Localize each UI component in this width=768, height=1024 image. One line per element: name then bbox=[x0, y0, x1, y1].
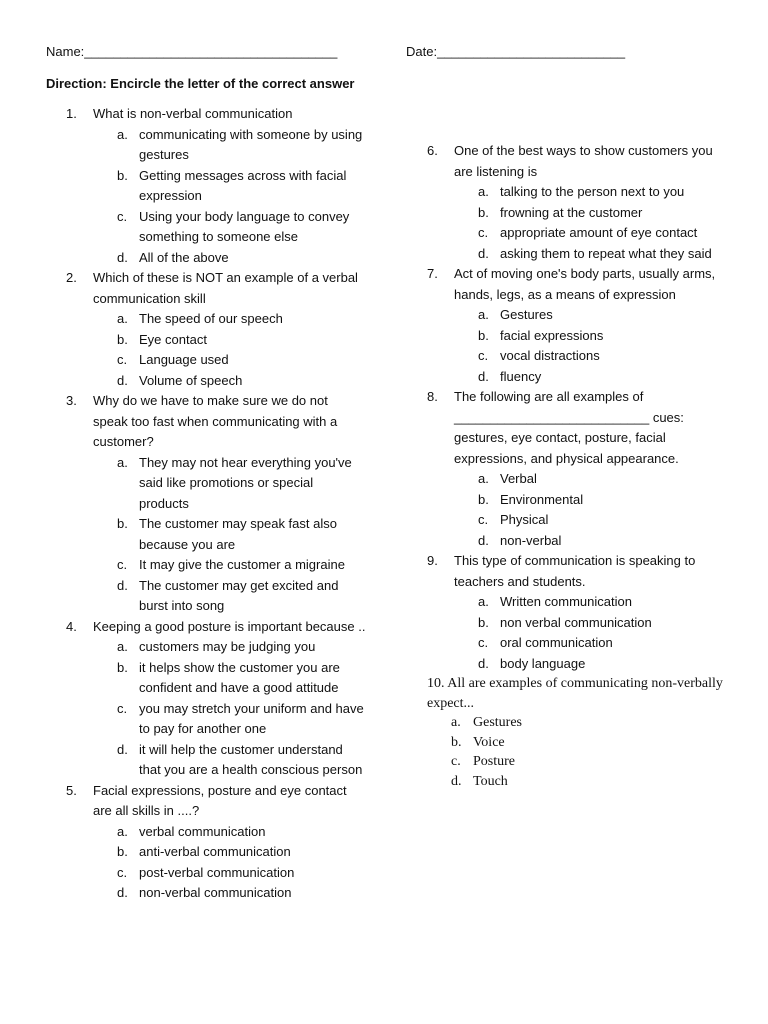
option-letter: b. bbox=[451, 734, 462, 750]
option-a[interactable] bbox=[93, 309, 366, 330]
question-number: 9. bbox=[427, 553, 438, 568]
option-text: Posture bbox=[473, 754, 515, 769]
question-text: All are examples of communicating non-verbally expect... bbox=[427, 676, 723, 711]
option-letter: a. bbox=[451, 715, 461, 730]
option-letter: c. bbox=[451, 754, 461, 769]
question-3 bbox=[66, 391, 366, 617]
options-list bbox=[93, 125, 366, 269]
option-c[interactable] bbox=[427, 752, 727, 772]
option-c[interactable] bbox=[93, 207, 366, 248]
option-text: communicating with someone by using gestures bbox=[139, 126, 363, 162]
option-letter: a. bbox=[478, 594, 489, 609]
question-number: 10. bbox=[427, 676, 445, 691]
option-text: appropriate amount of eye contact bbox=[500, 225, 698, 240]
option-letter: d. bbox=[117, 372, 128, 388]
option-letter: a. bbox=[117, 126, 128, 142]
option-c[interactable] bbox=[454, 633, 727, 654]
option-letter: c. bbox=[478, 512, 489, 527]
right-question-column bbox=[427, 141, 727, 791]
question-number: 5. bbox=[66, 782, 77, 798]
option-letter: a. bbox=[478, 184, 489, 199]
question-text: Why do we have to make sure we do not speak too fast when communicating with a customer? bbox=[93, 393, 338, 449]
option-text: customers may be judging you bbox=[139, 639, 316, 654]
option-d[interactable] bbox=[454, 531, 727, 552]
option-text: Verbal bbox=[500, 471, 537, 486]
question-text: Facial expressions, posture and eye contact are all skills in ....? bbox=[93, 782, 347, 818]
question-number: 4. bbox=[66, 618, 77, 634]
option-text: it will help the customer understand that you are a health conscious person bbox=[139, 741, 363, 777]
left-question-column bbox=[66, 104, 366, 904]
option-c[interactable] bbox=[93, 555, 366, 576]
option-text: All of the above bbox=[139, 249, 229, 265]
option-b[interactable] bbox=[454, 613, 727, 634]
option-letter: c. bbox=[117, 864, 128, 880]
options-list bbox=[93, 309, 366, 391]
option-d[interactable] bbox=[454, 244, 727, 265]
option-c[interactable] bbox=[93, 863, 366, 884]
option-a[interactable] bbox=[454, 469, 727, 490]
date-field-label: Date:__________________________ bbox=[406, 44, 626, 59]
option-letter: a. bbox=[117, 454, 128, 470]
option-a[interactable] bbox=[93, 822, 366, 843]
option-letter: d. bbox=[117, 249, 128, 265]
option-letter: a. bbox=[478, 307, 489, 322]
direction-text: Direction: Encircle the letter of the correct answer bbox=[46, 76, 355, 91]
option-letter: a. bbox=[117, 639, 128, 654]
option-letter: d. bbox=[478, 368, 489, 384]
question-6 bbox=[427, 141, 727, 264]
question-text: Keeping a good posture is important because .. bbox=[93, 618, 366, 634]
option-d[interactable] bbox=[454, 654, 727, 675]
option-b[interactable] bbox=[93, 658, 366, 699]
option-a[interactable] bbox=[93, 125, 366, 166]
option-d[interactable] bbox=[93, 740, 366, 781]
option-text: vocal distractions bbox=[500, 348, 600, 363]
option-text: Gestures bbox=[473, 715, 522, 730]
option-c[interactable] bbox=[454, 346, 727, 367]
option-b[interactable] bbox=[427, 733, 727, 753]
option-letter: d. bbox=[117, 741, 128, 757]
option-letter: b. bbox=[117, 844, 128, 859]
option-letter: c. bbox=[478, 635, 489, 650]
option-text: Volume of speech bbox=[139, 372, 243, 388]
option-text: fluency bbox=[500, 368, 542, 384]
option-letter: c. bbox=[117, 208, 128, 224]
option-a[interactable] bbox=[93, 637, 366, 658]
option-text: Environmental bbox=[500, 491, 584, 507]
options-list bbox=[427, 713, 727, 791]
option-text: Getting messages across with facial expression bbox=[139, 167, 347, 203]
question-7 bbox=[427, 264, 727, 387]
option-b[interactable] bbox=[93, 330, 366, 351]
option-letter: d. bbox=[478, 532, 489, 548]
option-a[interactable] bbox=[454, 592, 727, 613]
option-d[interactable] bbox=[93, 371, 366, 392]
question-10-block bbox=[427, 674, 727, 791]
question-text: Which of these is NOT an example of a verbal communication skill bbox=[93, 270, 358, 306]
option-d[interactable] bbox=[454, 367, 727, 388]
option-letter: c. bbox=[478, 225, 489, 240]
option-a[interactable] bbox=[454, 305, 727, 326]
options-list bbox=[454, 305, 727, 387]
option-text: Physical bbox=[500, 512, 549, 527]
option-letter: d. bbox=[478, 245, 489, 261]
question-text: What is non-verbal communication bbox=[93, 106, 293, 121]
question-number: 3. bbox=[66, 393, 77, 408]
question-10 bbox=[427, 674, 727, 791]
question-4 bbox=[66, 617, 366, 781]
option-text: you may stretch your uniform and have to pay for another one bbox=[139, 700, 364, 736]
option-letter: b. bbox=[117, 659, 128, 675]
option-a[interactable] bbox=[427, 713, 727, 733]
question-number: 7. bbox=[427, 266, 438, 281]
option-text: They may not hear everything you've said like promotions or special products bbox=[139, 454, 352, 511]
option-text: non-verbal communication bbox=[139, 885, 292, 900]
option-letter: b. bbox=[117, 331, 128, 347]
option-d[interactable] bbox=[93, 883, 366, 904]
option-text: verbal communication bbox=[139, 823, 266, 839]
question-8 bbox=[427, 387, 727, 551]
option-text: The speed of our speech bbox=[139, 311, 283, 326]
option-letter: a. bbox=[117, 823, 128, 839]
question-number: 1. bbox=[66, 106, 77, 121]
name-field-label: Name:___________________________________ bbox=[46, 44, 338, 59]
option-letter: c. bbox=[117, 700, 128, 716]
option-text: anti-verbal communication bbox=[139, 844, 291, 859]
option-text: frowning at the customer bbox=[500, 204, 643, 220]
question-2 bbox=[66, 268, 366, 391]
option-text: Language used bbox=[139, 352, 229, 367]
option-text: oral communication bbox=[500, 635, 613, 650]
option-letter: b. bbox=[117, 167, 128, 183]
option-d[interactable] bbox=[93, 248, 366, 269]
option-d[interactable] bbox=[427, 772, 727, 792]
option-c[interactable] bbox=[93, 350, 366, 371]
question-text: The following are all examples of ___________________________ cues: gestures, eye contact, posture, facial expressions, and physical appearance. bbox=[454, 389, 684, 466]
option-c[interactable] bbox=[454, 510, 727, 531]
option-letter: b. bbox=[117, 516, 128, 531]
option-letter: d. bbox=[451, 773, 462, 789]
option-text: asking them to repeat what they said bbox=[500, 245, 712, 261]
option-text: Written communication bbox=[500, 594, 632, 609]
question-number: 6. bbox=[427, 143, 438, 158]
question-number: 2. bbox=[66, 270, 77, 285]
options-list bbox=[454, 592, 727, 674]
option-letter: b. bbox=[478, 327, 489, 343]
option-letter: c. bbox=[478, 348, 489, 363]
option-text: non-verbal bbox=[500, 532, 562, 548]
option-text: it helps show the customer you are confident and have a good attitude bbox=[139, 659, 340, 695]
option-text: The customer may get excited and burst into song bbox=[139, 577, 339, 613]
option-letter: d. bbox=[117, 885, 128, 900]
options-list bbox=[93, 637, 366, 781]
option-text: Gestures bbox=[500, 307, 553, 322]
option-letter: d. bbox=[117, 577, 128, 593]
option-a[interactable] bbox=[93, 453, 366, 515]
option-b[interactable] bbox=[93, 514, 366, 555]
option-text: It may give the customer a migraine bbox=[139, 557, 345, 572]
option-b[interactable] bbox=[454, 326, 727, 347]
option-text: non verbal communication bbox=[500, 614, 652, 630]
options-list bbox=[454, 182, 727, 264]
option-text: post-verbal communication bbox=[139, 864, 295, 880]
option-letter: b. bbox=[478, 614, 489, 630]
option-text: Touch bbox=[473, 773, 508, 789]
option-text: talking to the person next to you bbox=[500, 184, 685, 199]
option-c[interactable] bbox=[454, 223, 727, 244]
option-d[interactable] bbox=[93, 576, 366, 617]
question-number: 8. bbox=[427, 389, 438, 404]
option-letter: a. bbox=[478, 471, 489, 486]
option-b[interactable] bbox=[93, 166, 366, 207]
question-text: Act of moving one's body parts, usually arms, hands, legs, as a means of expression bbox=[454, 266, 716, 302]
options-list bbox=[454, 469, 727, 551]
option-letter: c. bbox=[117, 352, 128, 367]
option-letter: b. bbox=[478, 491, 489, 507]
option-text: facial expressions bbox=[500, 327, 604, 343]
option-text: Voice bbox=[473, 734, 505, 750]
option-letter: d. bbox=[478, 655, 489, 671]
option-letter: a. bbox=[117, 311, 128, 326]
question-text: One of the best ways to show customers you are listening is bbox=[454, 143, 713, 179]
option-letter: b. bbox=[478, 204, 489, 220]
option-a[interactable] bbox=[454, 182, 727, 203]
option-letter: c. bbox=[117, 557, 128, 572]
option-text: The customer may speak fast also because you are bbox=[139, 516, 337, 552]
option-b[interactable] bbox=[93, 842, 366, 863]
option-b[interactable] bbox=[454, 490, 727, 511]
option-text: Using your body language to convey something to someone else bbox=[139, 208, 350, 244]
option-b[interactable] bbox=[454, 203, 727, 224]
question-1 bbox=[66, 104, 366, 268]
options-list bbox=[93, 453, 366, 617]
question-9 bbox=[427, 551, 727, 674]
option-text: Eye contact bbox=[139, 331, 207, 347]
question-text: This type of communication is speaking to teachers and students. bbox=[454, 553, 696, 589]
options-list bbox=[93, 822, 366, 904]
option-c[interactable] bbox=[93, 699, 366, 740]
option-text: body language bbox=[500, 655, 586, 671]
question-5 bbox=[66, 781, 366, 904]
